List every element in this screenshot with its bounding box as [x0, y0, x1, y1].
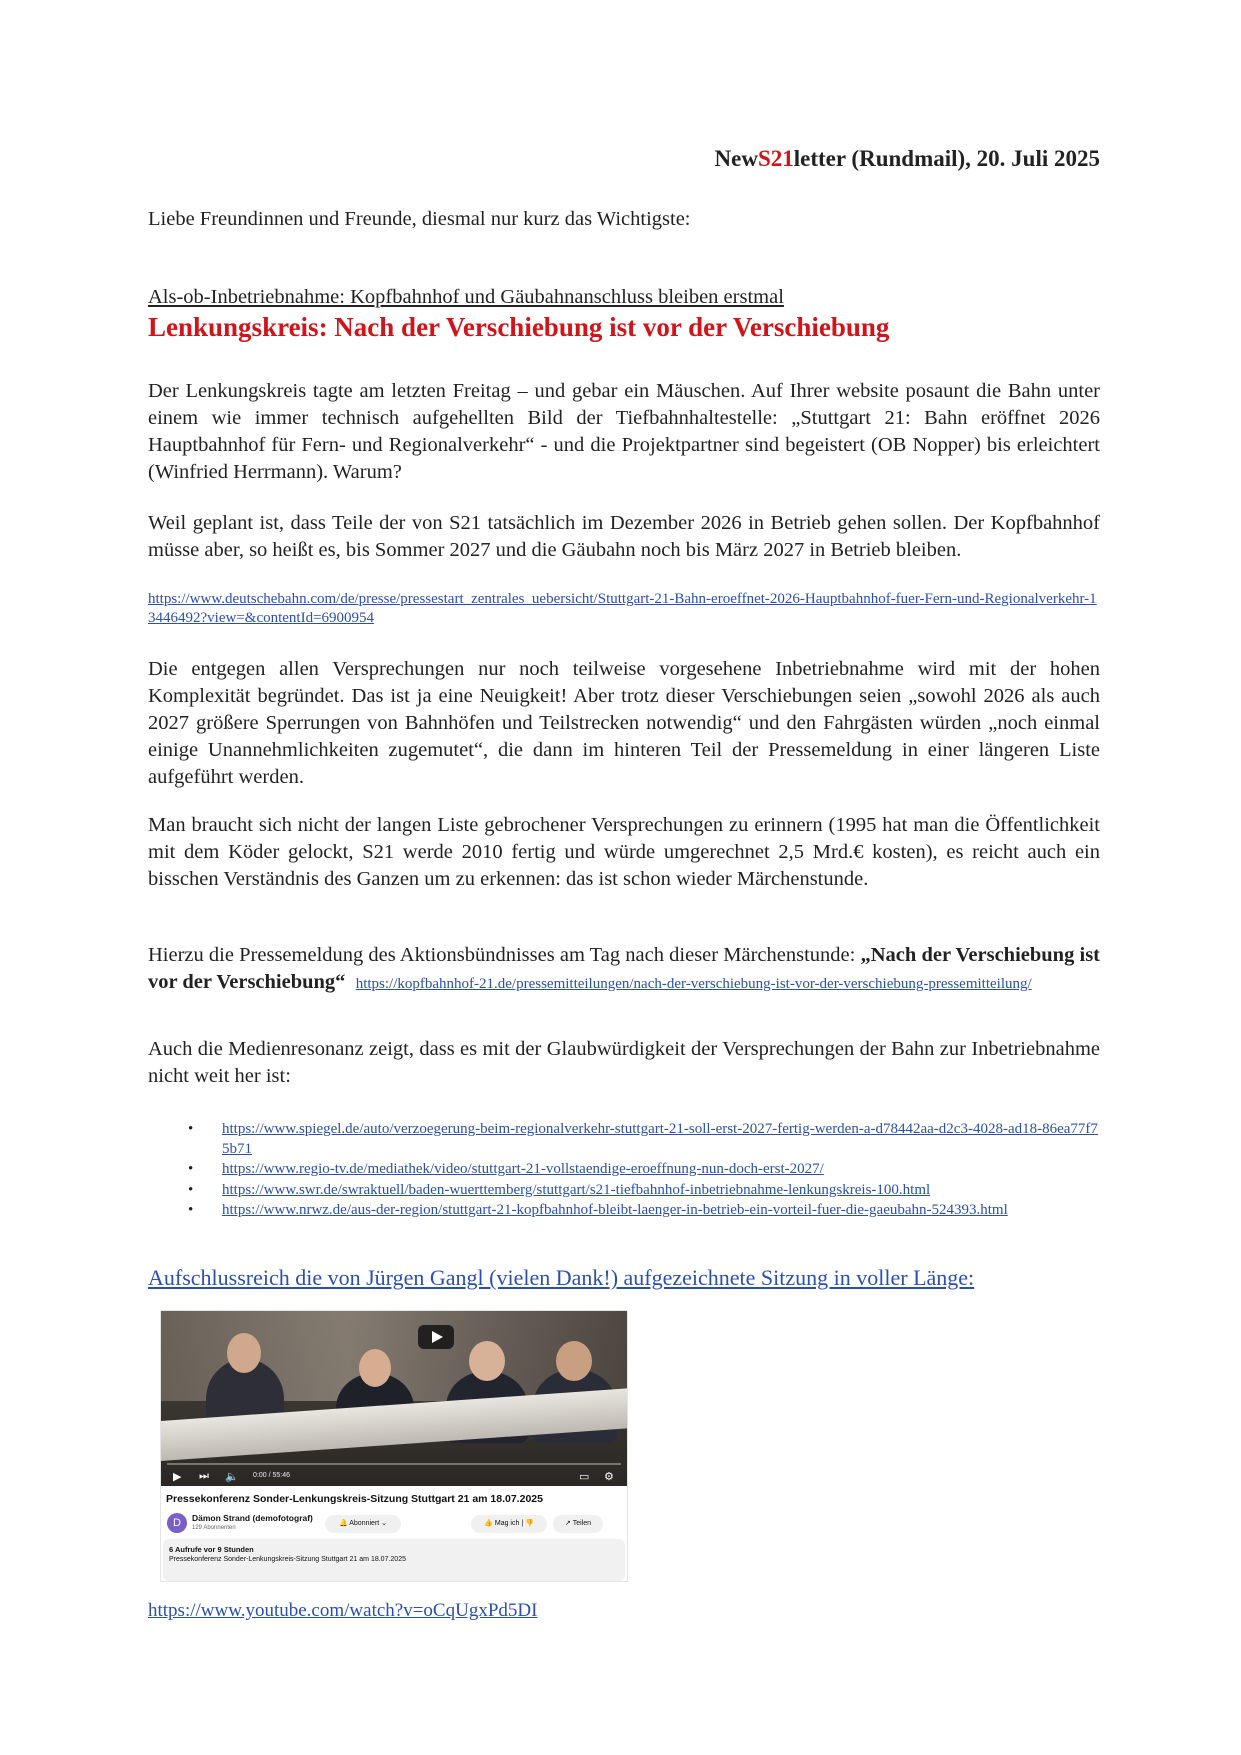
- header-brand: S21: [757, 146, 794, 171]
- speaker-head: [359, 1349, 391, 1387]
- article-subhead: Als-ob-Inbetriebnahme: Kopfbahnhof und Gäubahnanschluss bleiben erstmal: [148, 286, 784, 308]
- video-controls: [161, 1461, 627, 1486]
- list-item: [148, 1181, 1100, 1201]
- media-link-list: [148, 1120, 1100, 1222]
- subscribe-label: Abonniert: [349, 1520, 380, 1527]
- paragraph-media: Auch die Medienresonanz zeigt, dass es mit der Glaubwürdigkeit der Versprechungen der Bahn zur Inbetriebnahme nicht weit her ist:: [148, 1038, 1100, 1087]
- subscriber-count: 129 Abonnenten: [192, 1525, 236, 1531]
- next-icon[interactable]: ⏭: [199, 1470, 209, 1482]
- paragraph-promises: Man braucht sich nicht der langen Liste gebrochener Versprechungen zu erinnern (1995 hat man die Öffentlichkeit mit dem Köder gelockt, S21 werde 2010 fertig und würde umgerechnet 2,5 Mrd.€ kosten), es reicht auch ein bisschen Verständnis des Ganzen um zu erkennen: das ist schon wieder Märchenstunde.: [148, 814, 1100, 890]
- regio-tv-link[interactable]: https://www.regio-tv.de/mediathek/video/stuttgart-21-vollstaendige-eroeffnung-nun-doch-erst-2027/: [222, 1161, 824, 1177]
- header-suffix: letter (Rundmail), 20. Juli 2025: [793, 146, 1100, 171]
- bullet-icon: •: [188, 1121, 194, 1137]
- progress-bar[interactable]: [167, 1463, 621, 1465]
- press-release-link[interactable]: https://kopfbahnhof-21.de/pressemitteilungen/nach-der-verschiebung-ist-vor-der-verschiebung-pressemitteilung/: [355, 976, 1032, 992]
- like-label: Mag ich: [494, 1520, 520, 1527]
- list-item: [148, 1201, 1100, 1221]
- press-release-title: „Nach der Verschiebung ist vor der Verschiebung“: [148, 944, 1100, 993]
- description-text: Pressekonferenz Sonder-Lenkungskreis-Sitzung Stuttgart 21 am 18.07.2025: [169, 1556, 406, 1563]
- play-icon[interactable]: ▶: [173, 1471, 182, 1483]
- video-title: Pressekonferenz Sonder-Lenkungskreis-Sitzung Stuttgart 21 am 18.07.2025: [166, 1493, 543, 1505]
- avatar[interactable]: D: [167, 1513, 187, 1533]
- video-description[interactable]: [163, 1539, 625, 1581]
- swr-link[interactable]: https://www.swr.de/swraktuell/baden-wuerttemberg/stuttgart/s21-tiefbahnhof-inbetriebnahme-lenkungskreis-100.html: [222, 1181, 931, 1198]
- play-icon[interactable]: [418, 1325, 454, 1349]
- bullet-icon: •: [188, 1181, 194, 1198]
- speaker-head: [227, 1333, 261, 1373]
- view-count: 6 Aufrufe vor 9 Stunden: [169, 1545, 254, 1554]
- db-press-link[interactable]: https://www.deutschebahn.com/de/presse/pressestart_zentrales_uebersicht/Stuttgart-21-Bahn-eroeffnet-2026-Hauptbahnhof-fuer-Fern-und-Regionalverkehr-13446492?view=&contentId=6900954: [148, 591, 1097, 626]
- video-screenshot[interactable]: [160, 1310, 628, 1582]
- spiegel-link[interactable]: https://www.spiegel.de/auto/verzoegerung-beim-regionalverkehr-stuttgart-21-soll-erst-2027-fertig-werden-a-d78442aa-d2c3-4028-ad18-86ea77f75b71: [222, 1121, 1098, 1157]
- paragraph-schedule: Weil geplant ist, dass Teile der von S21 tatsächlich im Dezember 2026 in Betrieb gehen sollen. Der Kopfbahnhof müsse aber, so heißt es, bis Sommer 2027 und die Gäubahn noch bis März 2027 in Betrieb bleiben.: [148, 512, 1100, 561]
- share-button[interactable]: ↗ Teilen: [553, 1515, 603, 1533]
- newsletter-header: [715, 146, 1100, 172]
- press-release-intro: Hierzu die Pressemeldung des Aktionsbündnisses am Tag nach dieser Märchenstunde:: [148, 944, 861, 966]
- like-button[interactable]: 👍 Mag ich | 👎: [471, 1515, 547, 1533]
- header-prefix: New: [714, 146, 758, 171]
- bullet-icon: •: [188, 1202, 194, 1218]
- channel-name[interactable]: Dämon Strand (demofotograf): [192, 1513, 313, 1523]
- share-label: Teilen: [572, 1520, 591, 1527]
- video-frame[interactable]: [161, 1311, 627, 1486]
- paragraph-complexity: Die entgegen allen Versprechungen nur noch teilweise vorgesehene Inbetriebnahme wird mit der hohen Komplexität begründet. Das ist ja eine Neuigkeit! Aber trotz dieser Verschiebungen seien „sowohl 2026 als auch 2027 größere Sperrungen von Bahnhöfen und Teilstrecken notwendig“ und den Fahrgästen würden „noch einmal einige Unannehmlichkeiten zugemutet“, die dann im hinteren Teil der Pressemeldung in einer längeren Liste aufgeführt werden.: [148, 658, 1100, 788]
- article-headline: Lenkungskreis: Nach der Verschiebung ist vor der Verschiebung: [148, 312, 890, 342]
- bullet-icon: •: [188, 1161, 194, 1177]
- youtube-link[interactable]: https://www.youtube.com/watch?v=oCqUgxPd5DI: [148, 1600, 538, 1621]
- video-time: 0:00 / 55:46: [253, 1472, 290, 1479]
- video-info: [161, 1486, 627, 1581]
- greeting: Liebe Freundinnen und Freunde, diesmal nur kurz das Wichtigste:: [148, 208, 691, 230]
- subscribe-button[interactable]: 🔔 Abonniert ⌄: [325, 1515, 401, 1533]
- speaker-head: [556, 1341, 592, 1381]
- list-item: [148, 1160, 1100, 1180]
- list-item: [148, 1120, 1100, 1159]
- gear-icon[interactable]: ⚙: [604, 1471, 614, 1483]
- paragraph-press-release: [148, 942, 1100, 996]
- volume-icon[interactable]: 🔈: [225, 1471, 239, 1483]
- paragraph-intro: Der Lenkungskreis tagte am letzten Freitag – und gebar ein Mäuschen. Auf Ihrer website posaunt die Bahn unter einem wie immer technisch aufgehellten Bild der Tiefbahnhaltestelle: „Stuttgart 21: Bahn eröffnet 2026 Hauptbahnhof für Fern- und Regionalverkehr“ - und die Projektpartner sind begeistert (OB Nopper) bis erleichtert (Winfried Herrmann). Warum?: [148, 380, 1100, 483]
- speaker-head: [469, 1341, 505, 1381]
- nrwz-link[interactable]: https://www.nrwz.de/aus-der-region/stuttgart-21-kopfbahnhof-bleibt-laenger-in-betrieb-ein-vorteil-fuer-die-gaeubahn-524393.html: [222, 1202, 1008, 1218]
- subtitles-icon[interactable]: ▭: [579, 1471, 590, 1483]
- video-heading: Aufschlussreich die von Jürgen Gangl (vielen Dank!) aufgezeichnete Sitzung in voller Länge:: [148, 1265, 975, 1290]
